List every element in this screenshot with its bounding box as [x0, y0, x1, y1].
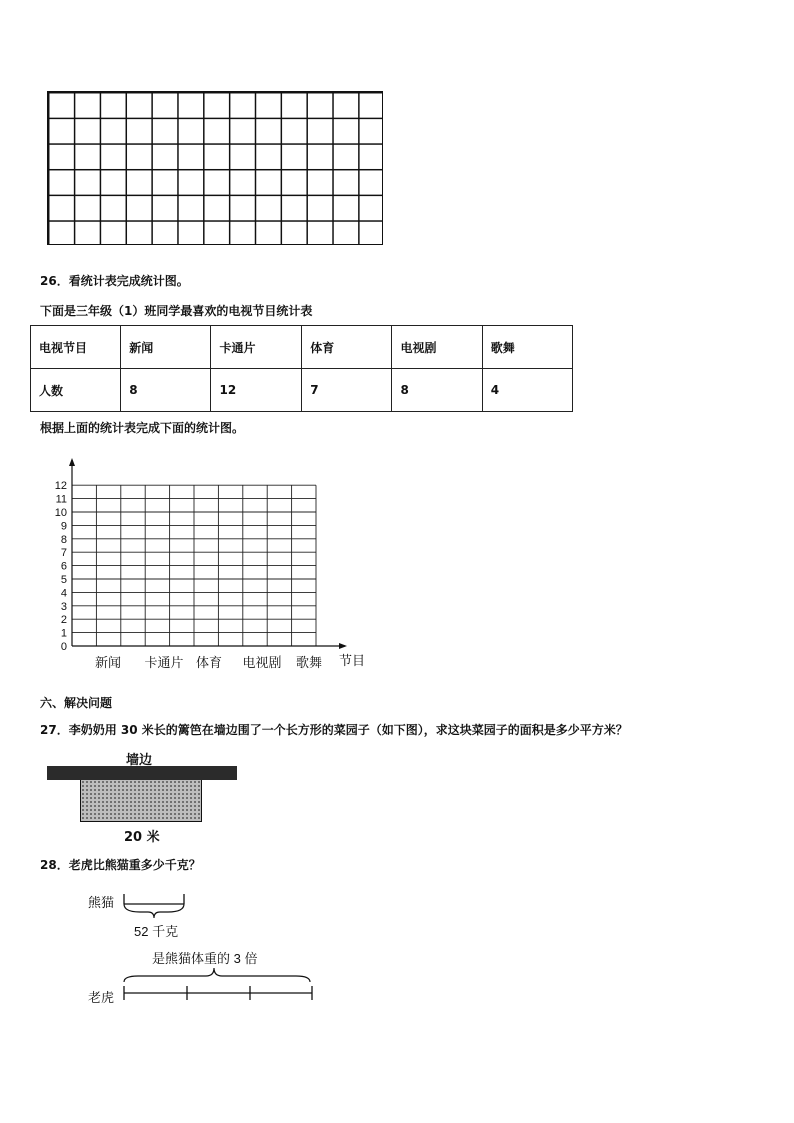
y-tick-label: 8 [60, 533, 67, 546]
y-tick-label: 7 [60, 547, 67, 560]
table-cell: 4 [482, 369, 572, 412]
table-cell: 电视节目 [31, 326, 121, 369]
table-cell: 卡通片 [211, 326, 302, 369]
panda-weight: 52 千克 [134, 924, 179, 939]
blank-answer-grid [47, 91, 383, 245]
length-label: 20 米 [124, 830, 160, 845]
panda-label: 熊猫 [88, 895, 115, 910]
table-cell: 8 [392, 369, 482, 412]
question-27-title: 27．李奶奶用 30 米长的篱笆在墙边围了一个长方形的菜园子（如下图），求这块菜园子的面积是多少平方米？ [40, 723, 628, 737]
y-tick-label: 11 [55, 493, 67, 506]
table-cell: 新闻 [121, 326, 211, 369]
tiger-brace [118, 964, 318, 1004]
table-cell: 8 [121, 369, 211, 412]
y-axis-arrow [69, 458, 75, 466]
table-cell: 12 [211, 369, 302, 412]
chart-grid [72, 485, 316, 646]
y-tick-label: 5 [60, 574, 67, 586]
stat-table [30, 325, 573, 412]
x-category-label: 新闻 [94, 655, 122, 670]
blank-bar-chart [40, 452, 370, 677]
table-cell: 体育 [302, 326, 392, 369]
tiger-note: 是熊猫体重的 3 倍 [152, 951, 258, 966]
panda-bracket [118, 890, 198, 922]
table-cell: 歌舞 [482, 326, 572, 369]
x-category-label: 电视剧 [242, 655, 282, 670]
x-axis-label: 节目 [338, 653, 366, 668]
table-row [31, 369, 573, 412]
x-category-label: 歌舞 [295, 655, 323, 670]
chart-labels [55, 480, 365, 670]
x-category-label: 卡通片 [144, 655, 184, 670]
wall-label: 墙边 [126, 753, 153, 768]
table-cell: 电视剧 [392, 326, 482, 369]
chart-instruction: 根据上面的统计表完成下面的统计图。 [40, 421, 245, 435]
table-cell: 7 [302, 369, 392, 412]
y-tick-label: 1 [60, 627, 67, 640]
garden-rectangle [80, 780, 202, 822]
y-tick-label: 10 [54, 507, 67, 519]
y-tick-label: 0 [60, 641, 67, 653]
x-category-label: 体育 [195, 655, 223, 670]
y-tick-label: 2 [60, 614, 67, 627]
wall-bar [47, 766, 237, 780]
table-row [31, 326, 573, 369]
y-tick-label: 3 [60, 600, 67, 613]
section-title: 六、解决问题 [40, 696, 113, 710]
table-cell: 人数 [31, 369, 121, 412]
table-caption: 下面是三年级（1）班同学最喜欢的电视节目统计表 [40, 304, 313, 318]
question-28-title: 28．老虎比熊猫重多少千克？ [40, 858, 201, 872]
y-tick-label: 6 [60, 560, 67, 573]
y-tick-label: 4 [60, 587, 67, 600]
tiger-label: 老虎 [88, 990, 115, 1005]
question-26-title: 26．看统计表完成统计图。 [40, 274, 189, 288]
chart-axes [69, 458, 347, 649]
y-tick-label: 9 [60, 520, 67, 533]
y-tick-label: 12 [54, 480, 67, 493]
x-axis-arrow [339, 643, 347, 649]
